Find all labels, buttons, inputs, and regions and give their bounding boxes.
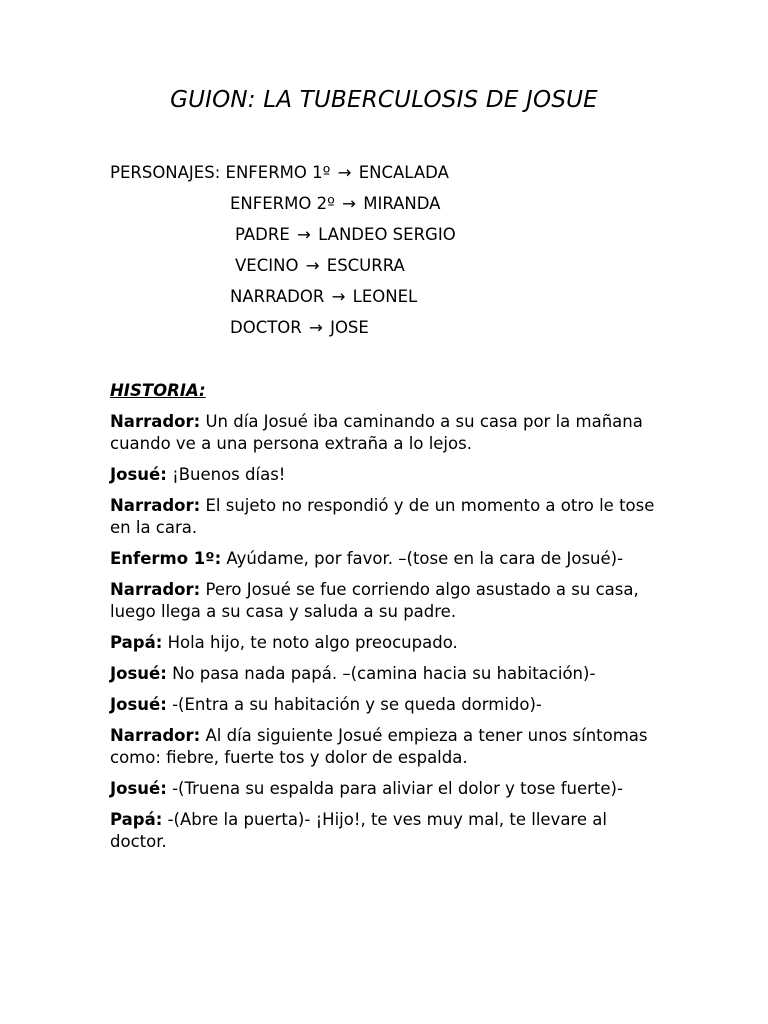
arrow-right-icon: →: [305, 256, 320, 275]
dialogue-text: -(Abre la puerta)- ¡Hijo!, te ves muy mal, te llevare al doctor.: [110, 810, 607, 851]
dialogue-line: [110, 411, 660, 455]
cast-row: [110, 162, 449, 184]
dialogue-text: ¡Buenos días!: [166, 465, 286, 484]
dialogue-line: [110, 663, 660, 685]
speaker-name: Narrador:: [110, 726, 201, 745]
speaker-name: Narrador:: [110, 580, 201, 599]
cast-row: [235, 255, 405, 277]
cast-role: PADRE: [235, 225, 290, 244]
dialogue-text: Pero Josué se fue corriendo algo asustado a su casa, luego llega a su casa y saluda a su padre.: [110, 580, 639, 621]
document-title: GUION: LA TUBERCULOSIS DE JOSUE: [170, 87, 598, 113]
speaker-name: Papá:: [110, 633, 163, 652]
dialogue-line: [110, 778, 660, 800]
dialogue-text: Al día siguiente Josué empieza a tener unos síntomas como: fiebre, fuerte tos y dolor de espalda.: [110, 726, 648, 767]
cast-actor: JOSE: [330, 318, 369, 337]
speaker-name: Josué:: [110, 779, 167, 798]
cast-row: [230, 317, 369, 339]
arrow-right-icon: →: [309, 318, 323, 337]
dialogue-line: [110, 464, 660, 486]
cast-actor: MIRANDA: [363, 194, 441, 213]
speaker-name: Narrador:: [110, 412, 201, 431]
dialogue-line: [110, 495, 660, 539]
speaker-name: Enfermo 1º:: [110, 549, 222, 568]
cast-row: [230, 286, 417, 308]
cast-role: ENFERMO 2º: [230, 194, 335, 213]
dialogue-line: [110, 579, 660, 623]
cast-role: DOCTOR: [230, 318, 302, 337]
dialogue-line: [110, 694, 660, 716]
arrow-right-icon: →: [297, 225, 311, 244]
speaker-name: Narrador:: [110, 496, 201, 515]
cast-role: ENFERMO 1º: [225, 163, 331, 182]
dialogue-text: Hola hijo, te noto algo preocupado.: [162, 633, 458, 652]
dialogue-line: [110, 548, 660, 570]
dialogue-text: -(Truena su espalda para aliviar el dolor y tose fuerte)-: [166, 779, 623, 798]
cast-actor: ENCALADA: [358, 163, 449, 182]
history-heading: HISTORIA:: [110, 381, 206, 400]
arrow-right-icon: →: [342, 194, 356, 213]
dialogue-text: -(Entra a su habitación y se queda dormido)-: [166, 695, 542, 714]
dialogue-text: El sujeto no respondió y de un momento a otro le tose en la cara.: [110, 496, 655, 537]
speaker-name: Papá:: [110, 810, 163, 829]
dialogue-text: Ayúdame, por favor. –(tose en la cara de Josué)-: [221, 549, 624, 568]
cast-actor: LANDEO SERGIO: [318, 225, 456, 244]
dialogue-list: [110, 411, 660, 862]
cast-row: [230, 193, 440, 215]
speaker-name: Josué:: [110, 695, 167, 714]
cast-role: NARRADOR: [230, 287, 325, 306]
arrow-right-icon: →: [331, 287, 346, 306]
speaker-name: Josué:: [110, 465, 167, 484]
dialogue-line: [110, 632, 660, 654]
dialogue-line: [110, 809, 660, 853]
dialogue-text: No pasa nada papá. –(camina hacia su habitación)-: [166, 664, 596, 683]
dialogue-text: Un día Josué iba caminando a su casa por la mañana cuando ve a una persona extraña a lo lejos.: [110, 412, 643, 453]
dialogue-line: [110, 725, 660, 769]
speaker-name: Josué:: [110, 664, 167, 683]
arrow-right-icon: →: [337, 163, 352, 182]
cast-row: [235, 224, 456, 246]
cast-actor: ESCURRA: [326, 256, 405, 275]
cast-role: VECINO: [235, 256, 299, 275]
cast-label: PERSONAJES:: [110, 163, 221, 182]
cast-actor: LEONEL: [352, 287, 418, 306]
